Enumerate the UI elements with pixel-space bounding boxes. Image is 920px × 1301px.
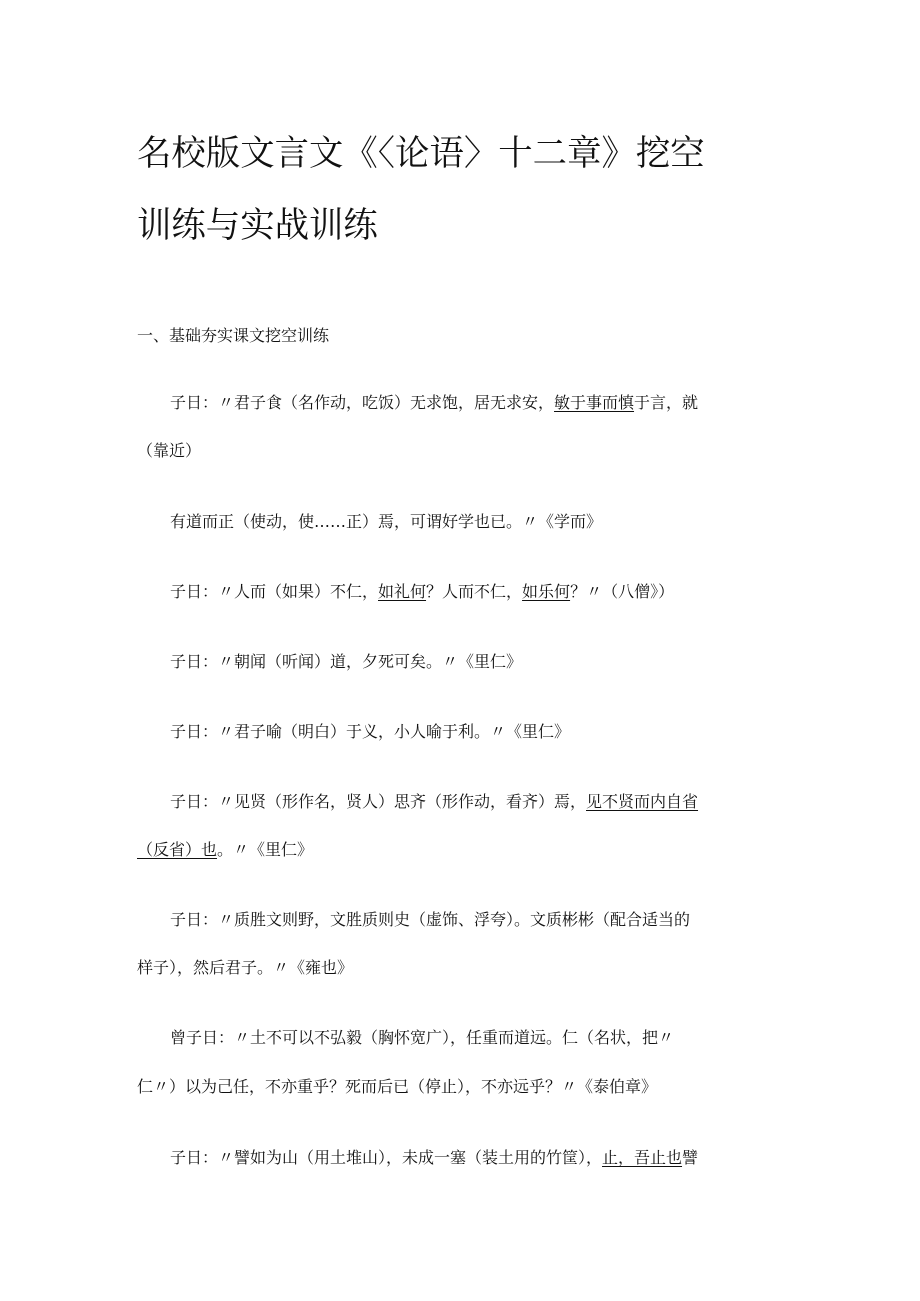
- passage-3-text-c: ？〃（八僧》）: [570, 582, 675, 601]
- passage-1-blank: 敏于事而慎: [554, 393, 635, 412]
- passage-6-text-b: 。〃《里仁》: [217, 840, 314, 859]
- passage-1-line-1: [170, 395, 698, 411]
- passage-4-line-1: 子日：〃朝闻（听闻）道，夕死可矣。〃《里仁》: [170, 652, 523, 671]
- passage-3-text-b: ？人而不仁，: [426, 582, 523, 601]
- passage-7-line-1: 子日：〃质胜文则野，文胜质则史（虚饰、浮夸）。文质彬彬（配合适当的: [170, 910, 691, 929]
- passage-9-line-1: [170, 1150, 698, 1166]
- document-title-line-2: 训练与实战训练: [137, 206, 378, 246]
- passage-3-blank-2: 如乐何: [522, 582, 571, 601]
- passage-9-text-b: 譬: [682, 1148, 699, 1167]
- passage-6-text-a: 子日：〃见贤（形作名，贤人）思齐（形作动，看齐）焉，: [170, 792, 587, 811]
- passage-5-line-1: 子日：〃君子喻（明白）于义，小人喻于利。〃《里仁》: [170, 722, 571, 741]
- passage-8-line-2: 仁〃）以为己任，不亦重乎？死而后已（停止），不亦远乎？〃《泰伯章》: [137, 1077, 658, 1096]
- passage-6-line-1: [170, 794, 698, 810]
- document-title-line-1: 名校版文言文《〈论语〉十二章》挖空: [137, 134, 705, 174]
- passage-9-text-a: 子日：〃譬如为山（用土堆山），未成一塞（装土用的竹筐），: [170, 1148, 603, 1167]
- passage-6-blank: 见不贤而内自省: [586, 792, 699, 811]
- passage-3-line-1: [170, 584, 674, 600]
- passage-6-line-2: [137, 842, 313, 858]
- passage-1-text-b: 于言，就: [634, 393, 699, 412]
- passage-9-blank: 止，吾止也: [602, 1148, 683, 1167]
- passage-1-line-2: （靠近）: [137, 441, 202, 460]
- passage-1-text-a: 子日：〃君子食（名作动，吃饭）无求饱，居无求安，: [170, 393, 555, 412]
- passage-3-blank-1: 如礼何: [378, 582, 427, 601]
- passage-8-line-1: 曾子日：〃土不可以不弘毅（胸怀宽广），任重而道远。仁（名状，把〃: [170, 1028, 675, 1047]
- passage-7-line-2: 样子），然后君子。〃《雍也》: [137, 958, 354, 977]
- passage-2-line-1: 有道而正（使动，使……正）焉，可谓好学也已。〃《学而》: [170, 512, 603, 531]
- section-heading: 一、基础夯实课文挖空训练: [137, 326, 330, 345]
- passage-3-text-a: 子日：〃人而（如果）不仁，: [170, 582, 379, 601]
- passage-6-blank-cont: （反省）也: [137, 840, 218, 859]
